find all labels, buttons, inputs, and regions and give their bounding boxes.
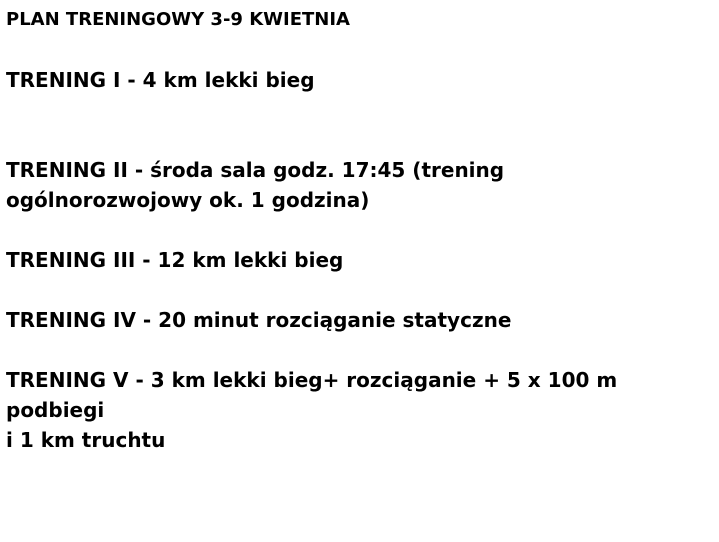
session-5-line-1: TRENING V - 3 km lekki bieg+ rozciąganie + 5 x 100 m: [6, 368, 618, 392]
document-title: PLAN TRENINGOWY 3-9 KWIETNIA: [6, 9, 350, 30]
session-3-line-1: TRENING III - 12 km lekki bieg: [6, 248, 344, 272]
session-2-line-2: ogólnorozwojowy ok. 1 godzina): [6, 188, 370, 212]
session-5-line-2: podbiegi: [6, 398, 105, 422]
session-4-line-1: TRENING IV - 20 minut rozciąganie statyczne: [6, 308, 512, 332]
session-2-line-1: TRENING II - środa sala godz. 17:45 (trening: [6, 158, 505, 182]
session-5-line-3: i 1 km truchtu: [6, 428, 166, 452]
session-1-line-1: TRENING I - 4 km lekki bieg: [6, 68, 315, 92]
